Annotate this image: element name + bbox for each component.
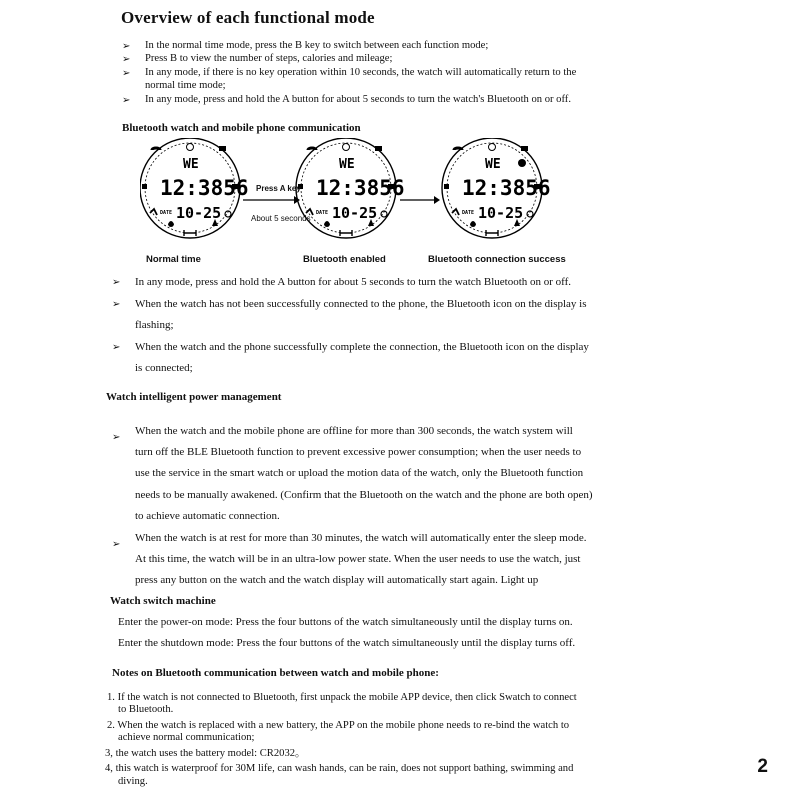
bullet-arrow-icon: ➢: [122, 41, 131, 52]
power-line: press any button on the watch and the watch display will automatically start again. Light up: [135, 574, 539, 586]
bullet-arrow-icon: ➢: [112, 342, 121, 353]
bluetooth-bullet-continuation: flashing;: [135, 319, 174, 331]
caption-normal-time: Normal time: [146, 254, 201, 265]
power-line: At this time, the watch will be in an ultra-low power state. When the user needs to use the watch, just: [135, 553, 581, 565]
power-on-instruction: Enter the power-on mode: Press the four buttons of the watch simultaneously until the display turns on.: [118, 616, 573, 628]
watch-time-text: 12:3856: [462, 176, 551, 200]
note-line: achieve normal communication;: [118, 732, 255, 743]
watch-time-text: 12:3856: [160, 176, 249, 200]
intro-bullet-continuation: normal time mode;: [145, 80, 226, 91]
bullet-arrow-icon: ➢: [112, 299, 121, 310]
intro-bullet-list: [0, 40, 800, 110]
note-line: 2. When the watch is replaced with a new battery, the APP on the mobile phone needs to re-bind the watch to: [107, 720, 570, 731]
watch-date-text: 10-25: [176, 204, 222, 222]
hold-duration-label: About 5 seconds: [251, 214, 311, 223]
intro-bullet: In any mode, if there is no key operation within 10 seconds, the watch will automatically return to the: [145, 67, 577, 78]
notes-list: [0, 692, 800, 792]
watch-date-prefix: DATE: [160, 210, 173, 216]
notes-section-heading: Notes on Bluetooth communication between watch and mobile phone:: [112, 667, 439, 679]
note-line: 4, this watch is waterproof for 30M life, can wash hands, can be rain, does not support bathing, swimming and: [105, 763, 574, 774]
bullet-arrow-icon: ➢: [112, 539, 121, 550]
bluetooth-bullet-continuation: is connected;: [135, 362, 193, 374]
power-line: When the watch is at rest for more than 30 minutes, the watch will automatically enter the sleep mode.: [135, 532, 587, 544]
bullet-arrow-icon: ➢: [122, 68, 131, 79]
bullet-arrow-icon: ➢: [122, 54, 131, 65]
watch-day-text: WE: [485, 157, 501, 172]
caption-bluetooth-connected: Bluetooth connection success: [428, 254, 566, 265]
intro-bullet: Press B to view the number of steps, calories and mileage;: [145, 53, 393, 64]
bluetooth-bullet-list: [0, 276, 800, 380]
bluetooth-bullet: When the watch has not been successfully connected to the phone, the Bluetooth icon on the display is: [135, 298, 587, 310]
watch-date-text: 10-25: [478, 204, 524, 222]
switch-section-heading: Watch switch machine: [110, 595, 216, 607]
note-line: 1. If the watch is not connected to Bluetooth, first unpack the mobile APP device, then click Swatch to connect: [107, 692, 577, 703]
power-line: needs to be manually awakened. (Confirm that the Bluetooth on the watch and the phone are both open): [135, 489, 593, 501]
power-line: When the watch and the mobile phone are offline for more than 300 seconds, the watch system will: [135, 425, 573, 437]
watch-date-text: 10-25: [332, 204, 378, 222]
note-line: to Bluetooth.: [118, 704, 174, 715]
intro-bullet: In any mode, press and hold the A button for about 5 seconds to turn the watch's Bluetooth on or off.: [145, 94, 571, 105]
intro-bullet: In the normal time mode, press the B key to switch between each function mode;: [145, 40, 489, 51]
watch-day-text: WE: [339, 157, 355, 172]
bullet-arrow-icon: ➢: [112, 277, 121, 288]
press-a-key-label: Press A key: [256, 184, 301, 193]
bluetooth-bullet: When the watch and the phone successfully complete the connection, the Bluetooth icon on the display: [135, 341, 589, 353]
watch-time-text: 12:3856: [316, 176, 405, 200]
watch-bluetooth-enabled: [296, 138, 405, 238]
caption-bluetooth-enabled: Bluetooth enabled: [303, 254, 386, 265]
bluetooth-bullet: In any mode, press and hold the A button for about 5 seconds to turn the watch Bluetooth on or off.: [135, 276, 572, 288]
power-line: use the service in the smart watch or upload the motion data of the watch, only the Bluetooth function: [135, 467, 584, 479]
bullet-arrow-icon: ➢: [112, 432, 121, 443]
page-number: 2: [757, 756, 768, 777]
watch-normal-time: [140, 138, 249, 238]
watch-mode-diagram: [140, 138, 560, 270]
power-line: to achieve automatic connection.: [135, 510, 280, 522]
note-line: diving.: [118, 776, 148, 787]
watch-bluetooth-connected: [442, 138, 551, 238]
power-line: turn off the BLE Bluetooth function to prevent excessive power consumption; when the user needs to: [135, 446, 582, 458]
page-title: Overview of each functional mode: [121, 8, 375, 27]
power-section-heading: Watch intelligent power management: [106, 391, 282, 403]
watch-date-prefix: DATE: [316, 210, 329, 216]
watch-day-text: WE: [183, 157, 199, 172]
bluetooth-connected-icon: [518, 159, 526, 167]
power-paragraphs: [0, 421, 800, 593]
bullet-arrow-icon: ➢: [122, 95, 131, 106]
shutdown-instruction: Enter the shutdown mode: Press the four buttons of the watch simultaneously until the display turns off.: [118, 637, 576, 649]
bluetooth-section-heading: Bluetooth watch and mobile phone communication: [122, 122, 361, 134]
arrow-head-icon: [434, 196, 440, 204]
note-line: 3, the watch uses the battery model: CR2032。: [105, 748, 306, 759]
watch-date-prefix: DATE: [462, 210, 475, 216]
